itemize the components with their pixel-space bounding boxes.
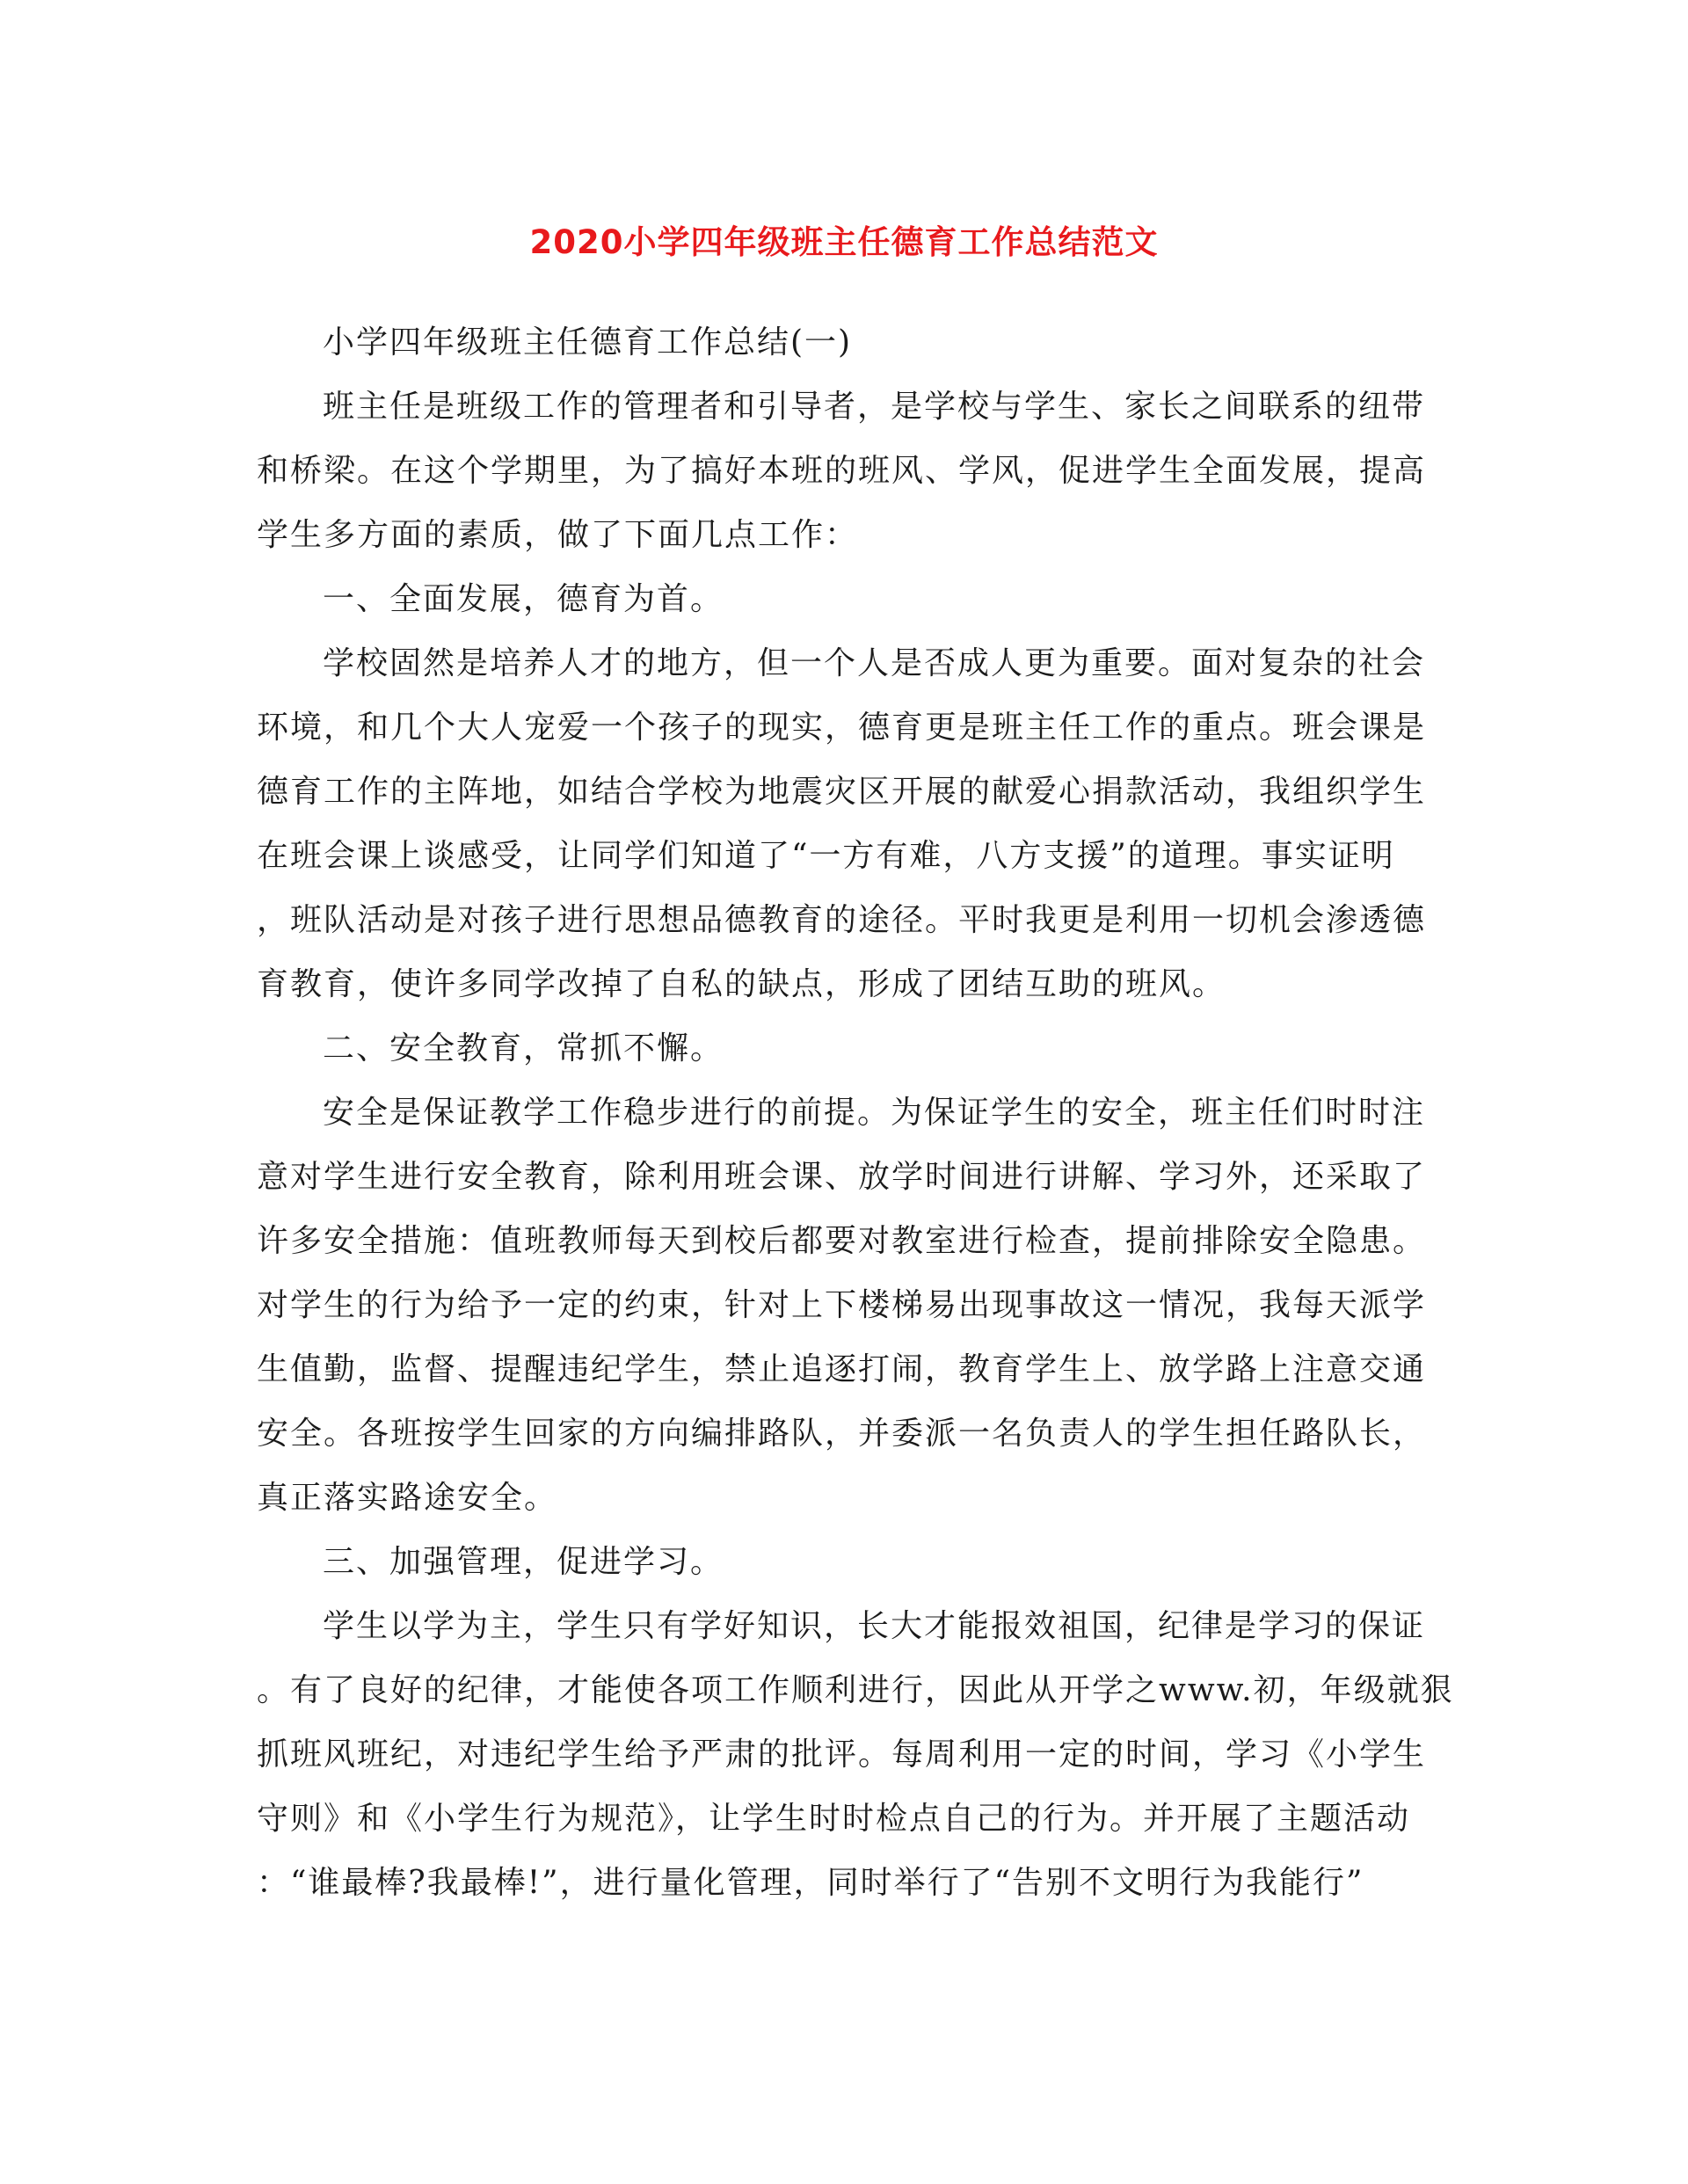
text-line: 对学生的行为给予一定的约束，针对上下楼梯易出现事故这一情况，我每天派学 bbox=[257, 1287, 1427, 1323]
text-line: 小学四年级班主任德育工作总结(一) bbox=[323, 324, 853, 360]
text-line: 在班会课上谈感受，让同学们知道了“一方有难，八方支援”的道理。事实证明 bbox=[257, 838, 1395, 874]
text-line: 意对学生进行安全教育，除利用班会课、放学时间进行讲解、学习外，还采取了 bbox=[257, 1159, 1427, 1195]
text-line: 班主任是班级工作的管理者和引导者，是学校与学生、家长之间联系的纽带 bbox=[323, 389, 1426, 425]
text-line: 真正落实路途安全。 bbox=[257, 1480, 558, 1516]
text-line: 安全。各班按学生回家的方向编排路队，并委派一名负责人的学生担任路队长， bbox=[257, 1416, 1427, 1452]
text-line: 一、全面发展，德育为首。 bbox=[323, 581, 724, 617]
text-line: 抓班风班纪，对违纪学生给予严肃的批评。每周利用一定的时间，学习《小学生 bbox=[257, 1736, 1427, 1773]
document-title: 2020小学四年级班主任德育工作总结范文 bbox=[529, 223, 1159, 261]
text-line: 环境，和几个大人宠爱一个孩子的现实，德育更是班主任工作的重点。班会课是 bbox=[257, 710, 1427, 746]
text-line: 学校固然是培养人才的地方，但一个人是否成人更为重要。面对复杂的社会 bbox=[323, 645, 1426, 681]
text-line: ：“谁最棒?我最棒!”，进行量化管理，同时举行了“告别不文明行为我能行” bbox=[257, 1865, 1364, 1901]
text-line: 学生以学为主，学生只有学好知识，长大才能报效祖国，纪律是学习的保证 bbox=[323, 1608, 1426, 1644]
text-line: 生值勤，监督、提醒违纪学生，禁止追逐打闹，教育学生上、放学路上注意交通 bbox=[257, 1351, 1427, 1387]
text-line: 育教育，使许多同学改掉了自私的缺点，形成了团结互助的班风。 bbox=[257, 966, 1226, 1002]
text-line: 许多安全措施：值班教师每天到校后都要对教室进行检查，提前排除安全隐患。 bbox=[257, 1223, 1427, 1259]
text-line: 德育工作的主阵地，如结合学校为地震灾区开展的献爱心捐款活动，我组织学生 bbox=[257, 774, 1427, 810]
text-line: 和桥梁。在这个学期里，为了搞好本班的班风、学风，促进学生全面发展，提高 bbox=[257, 453, 1427, 489]
text-line: 守则》和《小学生行为规范》，让学生时时检点自己的行为。并开展了主题活动 bbox=[257, 1801, 1411, 1837]
text-line: 学生多方面的素质，做了下面几点工作： bbox=[257, 517, 859, 553]
text-line: 安全是保证教学工作稳步进行的前提。为保证学生的安全，班主任们时时注 bbox=[323, 1095, 1426, 1131]
text-line: 三、加强管理，促进学习。 bbox=[323, 1544, 724, 1580]
text-line: ，班队活动是对孩子进行思想品德教育的途径。平时我更是利用一切机会渗透德 bbox=[257, 902, 1427, 938]
text-line: 二、安全教育，常抓不懈。 bbox=[323, 1030, 724, 1067]
text-line: 。有了良好的纪律，才能使各项工作顺利进行，因此从开学之www.初，年级就狠 bbox=[257, 1672, 1454, 1708]
document-body bbox=[257, 310, 1454, 1915]
